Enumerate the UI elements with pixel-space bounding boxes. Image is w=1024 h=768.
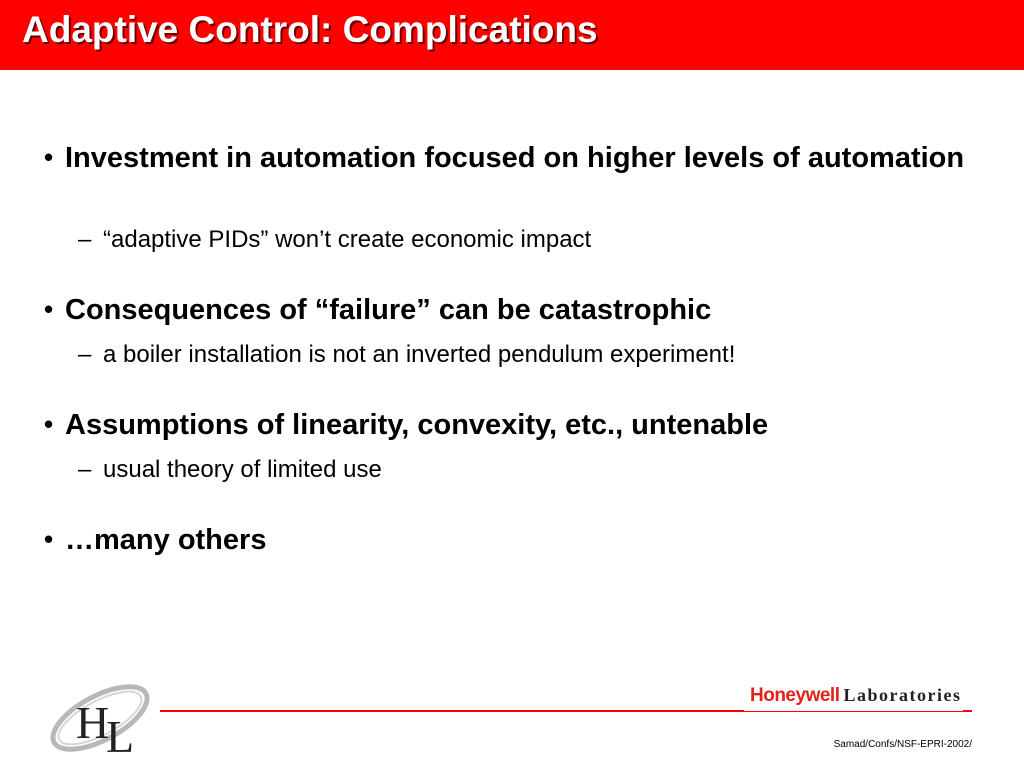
brand-name: Honeywell: [750, 685, 840, 706]
bullet-text: Assumptions of linearity, convexity, etc., untenable: [65, 409, 769, 441]
dash-icon: –: [78, 226, 92, 253]
bullet-text: …many others: [65, 524, 267, 556]
bullet-icon: •: [44, 524, 54, 554]
sub-bullet-text: “adaptive PIDs” won’t create economic impact: [103, 226, 592, 253]
svg-text:H: H: [76, 697, 110, 748]
brand-suffix: Laboratories: [843, 685, 962, 705]
dash-icon: –: [78, 341, 92, 368]
hl-logo-icon: [44, 680, 156, 756]
svg-text:L: L: [106, 711, 135, 756]
bullet-icon: •: [44, 409, 54, 439]
slide-title: Adaptive Control: Complications: [22, 9, 598, 50]
sub-bullet-text: a boiler installation is not an inverted pendulum experiment!: [103, 341, 736, 368]
bullet-icon: •: [44, 294, 54, 324]
footer-note: Samad/Confs/NSF-EPRI-2002/: [833, 739, 972, 750]
bullet-text: Investment in automation focused on higher levels of automation: [65, 142, 965, 174]
dash-icon: –: [78, 456, 92, 483]
title-bar: [0, 0, 1024, 70]
sub-bullet-text: usual theory of limited use: [103, 456, 382, 483]
bullet-icon: •: [44, 142, 54, 172]
honeywell-laboratories-logo: [744, 685, 963, 711]
bullet-text: Consequences of “failure” can be catastrophic: [65, 294, 712, 326]
